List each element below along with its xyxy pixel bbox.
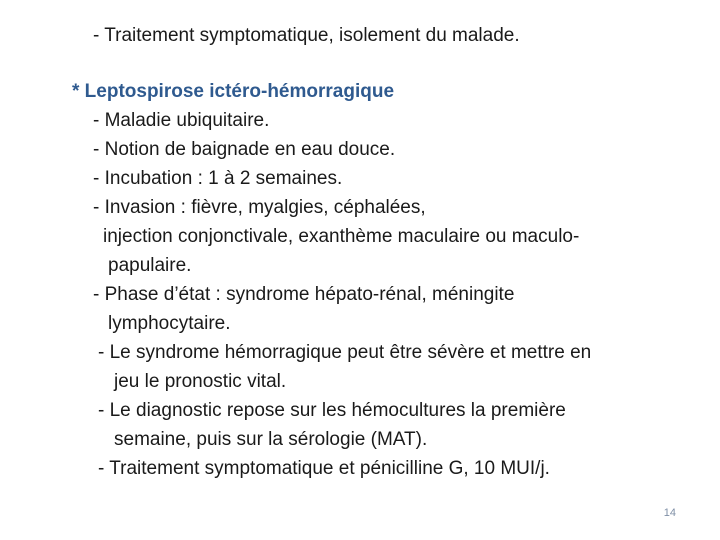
- bullet-line: - Invasion : fièvre, myalgies, céphalées,: [93, 197, 426, 218]
- bullet-continuation: semaine, puis sur la sérologie (MAT).: [114, 429, 428, 450]
- bullet-line: - Traitement symptomatique et pénicilline G, 10 MUI/j.: [98, 458, 550, 479]
- bullet-continuation: papulaire.: [108, 255, 192, 276]
- bullet-line: - Incubation : 1 à 2 semaines.: [93, 168, 343, 189]
- section-title: * Leptospirose ictéro-hémorragique: [72, 81, 395, 102]
- bullet-continuation: lymphocytaire.: [108, 313, 231, 334]
- page-number: 14: [663, 507, 676, 519]
- bullet-line: - Le syndrome hémorragique peut être sévère et mettre en: [98, 342, 592, 363]
- intro-line: - Traitement symptomatique, isolement du malade.: [93, 25, 520, 46]
- bullet-continuation: jeu le pronostic vital.: [114, 371, 287, 392]
- bullet-line: - Maladie ubiquitaire.: [93, 110, 270, 131]
- bullet-continuation: injection conjonctivale, exanthème maculaire ou maculo-: [103, 226, 580, 247]
- bullet-line: - Notion de baignade en eau douce.: [93, 139, 396, 160]
- bullet-line: - Phase d’état : syndrome hépato-rénal, méningite: [93, 284, 515, 305]
- bullet-line: - Le diagnostic repose sur les hémocultures la première: [98, 400, 566, 421]
